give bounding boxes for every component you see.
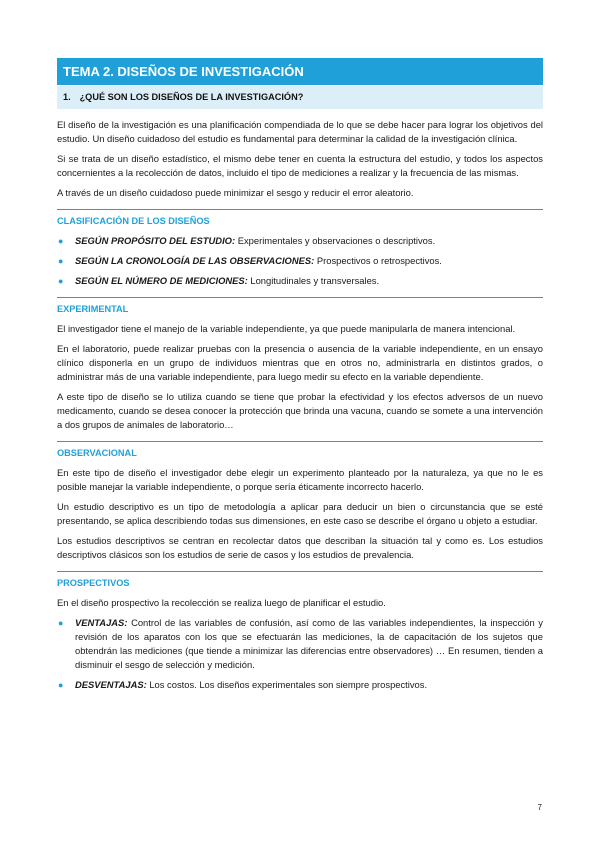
item-text: Longitudinales y transversales. — [247, 275, 380, 286]
observacional-paragraph: En este tipo de diseño el investigador debe elegir un experimento planteado por la naturaleza, ya que no le es posible manejar la variable independiente, o porque sería éticamente incorrecto hacerlo. — [57, 467, 543, 492]
list-item — [57, 678, 543, 692]
prospectivos-list — [57, 616, 543, 692]
item-term: DESVENTAJAS: — [75, 679, 147, 690]
intro-paragraph: A través de un diseño cuidadoso puede minimizar el sesgo y reducir el error aleatorio. — [57, 187, 414, 198]
item-term: SEGÚN EL NÚMERO DE MEDICIONES: — [75, 275, 248, 286]
page-content — [57, 58, 543, 698]
section-number: 1. — [63, 92, 71, 102]
item-term: SEGÚN LA CRONOLOGÍA DE LAS OBSERVACIONES: — [75, 255, 315, 266]
item-text: Prospectivos o retrospectivos. — [314, 255, 442, 266]
list-item — [57, 274, 543, 288]
experimental-paragraph: En el laboratorio, puede realizar pruebas con la presencia o ausencia de la variable independiente, en un ensayo clínico disponerla en un grupo de individuos mientras que en otros no, administrarla en distintos grados, o administrar más de una variable independiente, para luego medir su efecto en la variable dependiente. — [57, 343, 543, 382]
list-item — [57, 234, 543, 248]
intro-paragraph: Si se trata de un diseño estadístico, el mismo debe tener en cuenta la estructura del estudio, y todos los aspectos concernientes a la recolección de datos, incluido el tipo de mediciones a realizar y la frecuencia de las mismas. — [57, 153, 543, 178]
heading-clasificacion: CLASIFICACIÓN DE LOS DISEÑOS — [57, 209, 543, 228]
heading-prospectivos: PROSPECTIVOS — [57, 571, 543, 590]
item-text: Los costos. Los diseños experimentales son siempre prospectivos. — [146, 679, 428, 690]
section-title — [57, 86, 543, 109]
bullet-icon: ● — [58, 680, 64, 690]
experimental-paragraph: A este tipo de diseño se lo utiliza cuando se tiene que probar la efectividad y los efectos adversos de un nuevo medicamento, cuando se desea conocer la protección que brinda una vacuna, cuando se somete a una intervención a dos grupos de animales de laboratorio… — [57, 391, 543, 430]
bullet-icon: ● — [58, 618, 64, 628]
item-text: Control de las variables de confusión, así como de las variables independientes, la inspección y revisión de los aparatos con los que se efectuarán las mediciones, la de capacitación de los sujetos que obtendrán las mediciones (que tiende a minimizar las diferencias entre observadores) … En resumen, tienden a disminuir el sesgo de selección y medición. — [75, 617, 543, 670]
experimental-paragraph: El investigador tiene el manejo de la variable independiente, ya que puede manipularla de manera intencional. — [57, 323, 516, 334]
observacional-paragraph: Un estudio descriptivo es un tipo de metodología a aplicar para deducir un bien o circunstancia que se esté presentando, se aplica describiendo todas sus dimensiones, en este caso se describe el órgano u objeto a estudiar. — [57, 501, 543, 526]
prospectivos-paragraph: En el diseño prospectivo la recolección se realiza luego de planificar el estudio. — [57, 597, 386, 608]
list-item — [57, 616, 543, 672]
observacional-paragraph: Los estudios descriptivos se centran en recolectar datos que describan la situación tal y como es. Los estudios descriptivos clásicos son los estudios de serie de casos y los estudios de prevalencia. — [57, 535, 543, 560]
bullet-icon: ● — [58, 256, 64, 266]
heading-observacional: OBSERVACIONAL — [57, 441, 543, 460]
item-term: SEGÚN PROPÓSITO DEL ESTUDIO: — [75, 235, 236, 246]
page-number: 7 — [537, 803, 542, 812]
clasificacion-list — [57, 234, 543, 288]
item-text: Experimentales y observaciones o descriptivos. — [235, 235, 436, 246]
bullet-icon: ● — [58, 276, 64, 286]
intro-paragraph: El diseño de la investigación es una planificación compendiada de lo que se debe hacer para lograr los objetivos del estudio. Un diseño cuidadoso del estudio es fundamental para determinar la calidad de la investigación clínica. — [57, 119, 543, 144]
bullet-icon: ● — [58, 236, 64, 246]
section-title-text: ¿QUÉ SON LOS DISEÑOS DE LA INVESTIGACIÓN? — [79, 92, 304, 102]
chapter-title: TEMA 2. DISEÑOS DE INVESTIGACIÓN — [57, 58, 543, 85]
list-item — [57, 254, 543, 268]
item-term: VENTAJAS: — [75, 617, 128, 628]
heading-experimental: EXPERIMENTAL — [57, 297, 543, 316]
